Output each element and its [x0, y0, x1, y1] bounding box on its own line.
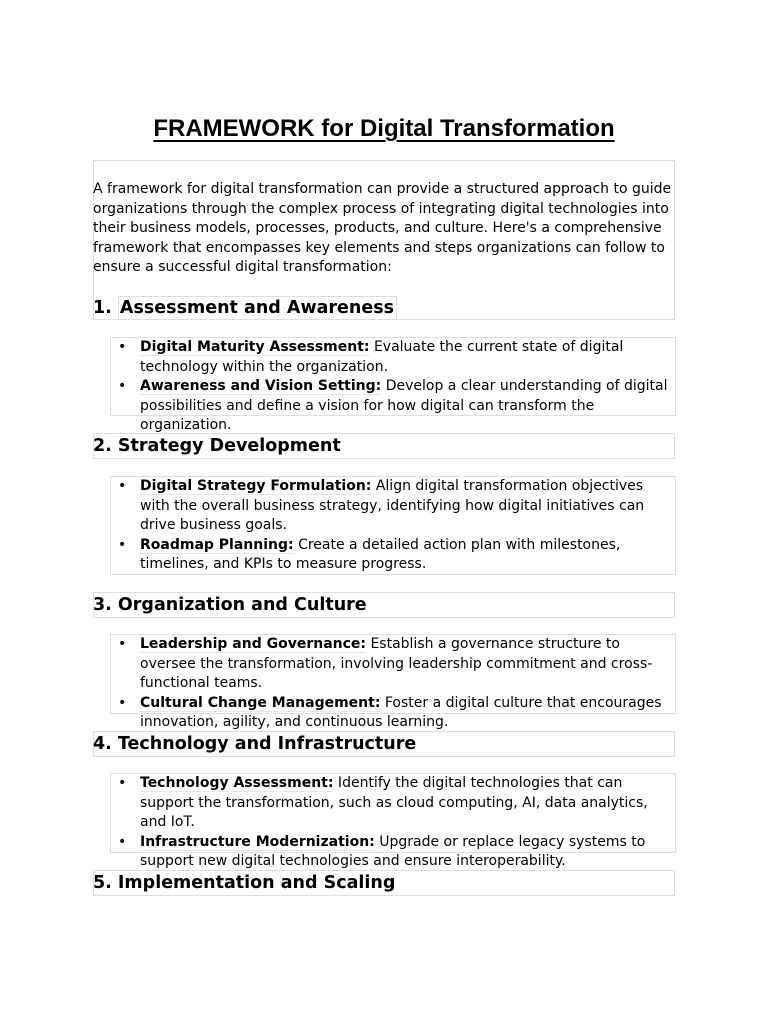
section-heading-3	[93, 594, 367, 616]
section-number: 3.	[93, 595, 112, 615]
item-term: Awareness and Vision Setting:	[140, 378, 382, 394]
page-title: FRAMEWORK for Digital Transformation	[153, 115, 615, 142]
bullet-box-2	[110, 476, 676, 575]
bullet-list	[111, 774, 675, 872]
list-item	[111, 774, 675, 833]
section-heading-1	[93, 296, 397, 319]
bullet-icon: •	[118, 478, 127, 494]
section-heading-2	[93, 435, 341, 457]
section-number: 1.	[93, 298, 112, 318]
bullet-icon: •	[118, 636, 127, 652]
bullet-box-4	[110, 773, 676, 869]
section-number: 2.	[93, 436, 112, 456]
list-item	[111, 377, 675, 436]
section-number: 5.	[93, 873, 112, 893]
bullet-box-1	[110, 337, 676, 433]
item-term: Digital Maturity Assessment:	[140, 339, 370, 355]
item-term: Cultural Change Management:	[140, 694, 381, 711]
section-title: Assessment and Awareness	[118, 296, 397, 319]
bullet-list	[111, 635, 675, 733]
list-item	[111, 635, 675, 694]
bullet-icon: •	[118, 378, 127, 394]
intro-paragraph: A framework for digital transformation can provide a structured approach to guide organizations through the complex process of integrating digital technologies into their business models, processes, products, and culture. Here's a comprehensive framework that encompasses key elements and steps organizations can follow to ensure a successful digital transformation:	[93, 181, 672, 275]
bullet-icon: •	[118, 775, 127, 791]
item-text: Foster a digital culture that encourages innovation, agility, and continuous learning.	[140, 694, 662, 730]
item-term: Roadmap Planning:	[140, 536, 294, 553]
item-text: Develop a clear understanding of digital possibilities and define a vision for how digital can transform the organization.	[140, 378, 668, 433]
item-term: Digital Strategy Formulation:	[140, 478, 372, 494]
section-heading-4	[93, 733, 416, 755]
section-title: Strategy Development	[117, 436, 341, 456]
section-heading-5	[93, 872, 395, 894]
item-text: Upgrade or replace legacy systems to support new digital technologies and ensure interoperability.	[140, 833, 646, 869]
item-text: Align digital transformation objectives with the overall business strategy, identifying how digital initiatives can drive business goals.	[140, 478, 645, 533]
list-item	[111, 694, 675, 733]
bullet-list	[111, 338, 675, 436]
item-text: Identify the digital technologies that can support the transformation, such as cloud computing, AI, data analytics, and IoT.	[140, 775, 648, 830]
list-item	[111, 536, 675, 575]
list-item	[111, 477, 675, 536]
bullet-list	[111, 477, 675, 575]
item-term: Infrastructure Modernization:	[140, 833, 375, 850]
list-item	[111, 338, 675, 377]
item-term: Technology Assessment:	[140, 775, 334, 791]
section-title: Implementation and Scaling	[117, 873, 396, 893]
bullet-icon: •	[118, 833, 127, 850]
bullet-icon: •	[118, 694, 127, 711]
section-title: Organization and Culture	[117, 595, 367, 615]
bullet-box-3	[110, 634, 676, 730]
bullet-icon: •	[118, 339, 127, 355]
item-text: Establish a governance structure to oversee the transformation, involving leadership commitment and cross-functional teams.	[140, 636, 653, 691]
list-item	[111, 833, 675, 872]
item-term: Leadership and Governance:	[140, 636, 366, 652]
section-title: Technology and Infrastructure	[117, 734, 417, 754]
item-text: Create a detailed action plan with milestones, timelines, and KPIs to measure progress.	[140, 536, 621, 572]
item-text: Evaluate the current state of digital technology within the organization.	[140, 339, 624, 375]
bullet-icon: •	[118, 536, 127, 553]
section-number: 4.	[93, 734, 112, 754]
